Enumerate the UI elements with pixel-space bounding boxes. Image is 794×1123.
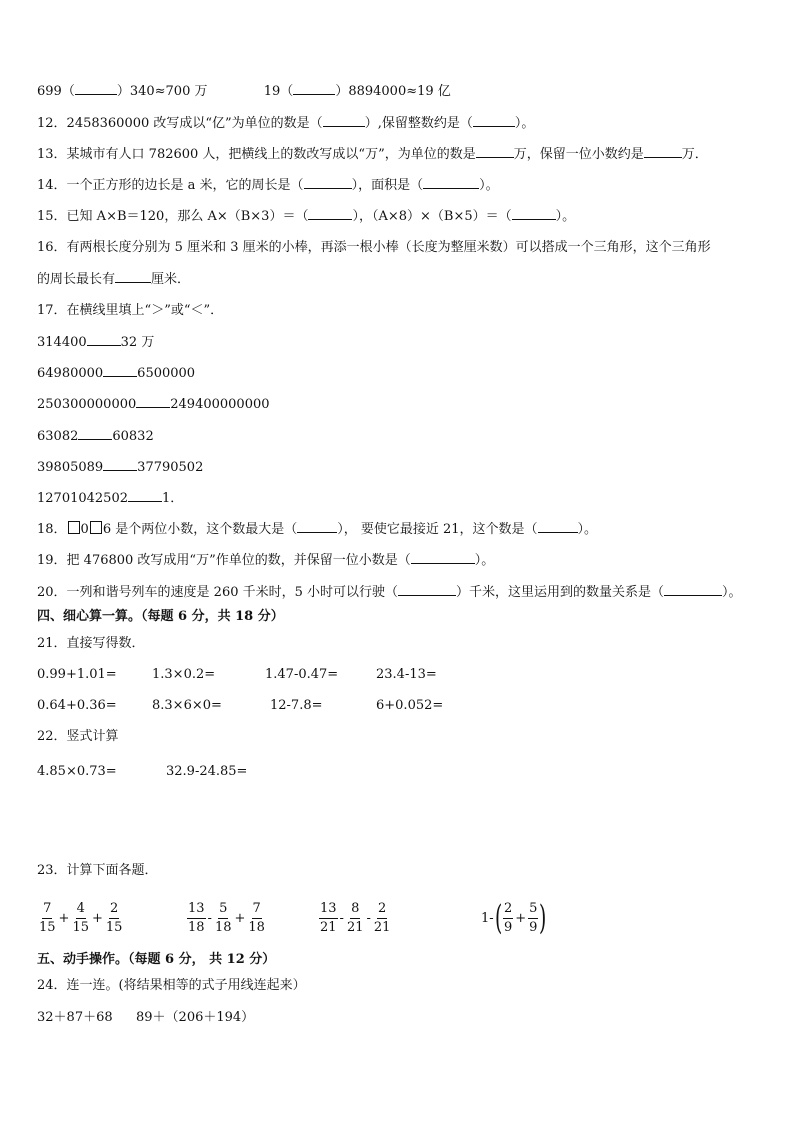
q18-text-3: ）。 <box>577 522 598 537</box>
q18-text: 6 是个两位小数，这个数最大是（ <box>102 522 298 537</box>
question-23-title <box>37 862 158 880</box>
q16-blank[interactable] <box>115 270 151 283</box>
q18-digit-box-1[interactable] <box>68 521 80 534</box>
q17-left-value: 12701042502 <box>37 491 128 506</box>
fraction: $\frac{5}{9}$ <box>529 900 538 935</box>
q11-part2-tail: ）8894000≈19 亿 <box>335 84 451 99</box>
q15-text-2: ），（A×8）×（B×5）＝（ <box>352 209 512 224</box>
q17-row <box>37 395 270 414</box>
q15-text-3: ）。 <box>555 209 576 224</box>
q17-right-value: 60832 <box>112 429 154 444</box>
operator: + <box>515 910 527 926</box>
q21-item: 23.4-13= <box>376 667 437 682</box>
q13-text: 13．某城市有人口 782600 人，把横线上的数改写成以“万”，为单位的数是 <box>37 147 476 162</box>
q17-right-value: 1． <box>161 491 184 506</box>
q14-blank-1[interactable] <box>304 176 352 189</box>
q19-blank[interactable] <box>411 551 475 564</box>
fraction: $\frac{13}{21}$ <box>320 900 337 935</box>
q11-line <box>37 82 451 101</box>
q11-part1-text: 699（ <box>37 84 75 99</box>
q14-blank-2[interactable] <box>423 176 479 189</box>
question-12 <box>37 114 534 133</box>
q14-text-3: ）。 <box>479 178 499 193</box>
q11-part2-text: 19（ <box>263 84 294 99</box>
section-4-title: 四、细心算一算。（每题 6 分，共 18 分） <box>37 609 284 624</box>
q18-blank-2[interactable] <box>538 520 578 533</box>
q16-text-3: 厘米． <box>151 272 191 287</box>
operator: + <box>234 910 246 926</box>
q20-text: 20．一列和谐号列车的速度是 260 千米时，5 小时可以行驶（ <box>37 585 399 600</box>
question-19 <box>37 551 494 570</box>
q20-text-3: ）。 <box>722 585 742 600</box>
section-4-heading <box>37 608 284 626</box>
q17-left-value: 39805089 <box>37 460 104 475</box>
q24-title: 24．连一连。(将结果相等的式子用线连起来） <box>37 978 306 993</box>
q17-row <box>37 458 203 477</box>
q23-title: 23．计算下面各题． <box>37 863 158 878</box>
question-15 <box>37 207 575 226</box>
q15-text: 15．已知 A×B＝120，那么 A×（B×3）＝（ <box>37 209 309 224</box>
q23-expression-4 <box>480 898 547 938</box>
operator: - <box>207 910 212 926</box>
operator: 1- <box>481 910 494 926</box>
question-13 <box>37 145 708 164</box>
q12-text-2: ）,保留整数约是（ <box>364 116 473 131</box>
q17-row <box>37 427 154 446</box>
q22-item: 4.85×0.73= <box>37 764 117 779</box>
q16-text-2: 的周长最长有 <box>37 272 116 287</box>
q18-digit-box-2[interactable] <box>90 521 102 534</box>
q17-blank[interactable] <box>128 489 162 502</box>
q19-text-2: ）。 <box>474 553 495 568</box>
q18-blank-1[interactable] <box>297 520 337 533</box>
q20-blank-1[interactable] <box>398 583 456 596</box>
fraction: $\frac{7}{15}$ <box>39 900 56 935</box>
question-16-line-1 <box>37 239 711 257</box>
q17-left-value: 64980000 <box>37 366 104 381</box>
q11-blank-2[interactable] <box>293 82 335 95</box>
q17-blank[interactable] <box>78 427 112 440</box>
q21-item: 6+0.052= <box>376 698 444 713</box>
q18-text-2: ）， 要使它最接近 21，这个数是（ <box>337 522 538 537</box>
q13-text-3: 万． <box>681 147 708 162</box>
fraction: $\frac{8}{21}$ <box>346 900 364 935</box>
q17-right-value: 249400000000 <box>170 397 270 412</box>
q23-expression-2 <box>186 898 267 938</box>
q13-text-2: 万，保留一位小数约是 <box>513 147 644 162</box>
fraction: $\frac{2}{21}$ <box>373 900 391 935</box>
q22-item: 32.9-24.85= <box>166 764 248 779</box>
q17-right-value: 6500000 <box>137 366 196 381</box>
q17-left-value: 250300000000 <box>37 397 137 412</box>
operator: - <box>366 910 371 926</box>
q17-blank[interactable] <box>136 395 170 408</box>
q19-text: 19．把 476800 改写成用“万”作单位的数，并保留一位小数是（ <box>37 553 411 568</box>
q17-row <box>37 489 183 508</box>
fraction: $\frac{4}{15}$ <box>72 900 89 935</box>
q14-text: 14．一个正方形的边长是 a 米，它的周长是（ <box>37 178 304 193</box>
question-24-title <box>37 977 306 995</box>
fraction: $\frac{7}{18}$ <box>248 900 265 935</box>
q23-expression-1 <box>37 898 124 938</box>
fraction: $\frac{2}{15}$ <box>105 900 123 935</box>
q24-right-expression[interactable]: 89＋（206＋194） <box>136 1010 255 1025</box>
q12-blank-2[interactable] <box>473 114 515 127</box>
q16-text: 16．有两根长度分别为 5 厘米和 3 厘米的小棒，再添一根小棒（长度为整厘米数）可以搭成一个三角形，这个三角形 <box>37 240 711 255</box>
q11-blank-1[interactable] <box>75 82 117 95</box>
q17-right-value: 32 万 <box>120 335 155 350</box>
q22-title: 22．竖式计算 <box>37 729 119 744</box>
q21-item: 0.64+0.36= <box>37 698 117 713</box>
q11-part1-tail: ）340≈700 万 <box>116 84 208 99</box>
q21-item: 1.3×0.2= <box>152 667 216 682</box>
left-paren: ( <box>494 898 502 938</box>
fraction: $\frac{2}{9}$ <box>503 900 513 935</box>
question-21-title <box>37 635 145 653</box>
question-17-title <box>37 302 223 320</box>
q18-number: 18． <box>37 522 67 537</box>
q17-blank[interactable] <box>103 458 137 471</box>
fraction: $\frac{5}{18}$ <box>214 900 232 935</box>
q13-blank-2[interactable] <box>644 145 682 158</box>
q21-item: 12-7.8= <box>270 698 323 713</box>
question-20 <box>37 583 742 602</box>
q21-item: 8.3×6×0= <box>152 698 222 713</box>
section-5-title: 五、动手操作。（每题 6 分， 共 12 分） <box>37 952 276 967</box>
fraction: $\frac{13}{18}$ <box>188 900 205 935</box>
q17-title: 17．在横线里填上“＞”或“＜”． <box>37 303 224 318</box>
q23-expression-3 <box>318 898 392 938</box>
q17-row <box>37 333 154 352</box>
q12-text-3: ）。 <box>514 116 535 131</box>
q20-text-2: ）千米，这里运用到的数量关系是（ <box>456 585 665 600</box>
question-16-line-2 <box>37 270 190 289</box>
q21-title: 21．直接写得数． <box>37 636 145 651</box>
q17-left-value: 63082 <box>37 429 79 444</box>
operator: - <box>339 910 344 926</box>
operator: + <box>92 910 103 926</box>
q12-blank-1[interactable] <box>323 114 365 127</box>
q17-right-value: 37790502 <box>137 460 204 475</box>
section-5-heading <box>37 951 275 969</box>
q17-row <box>37 364 195 383</box>
question-14 <box>37 176 499 195</box>
operator: + <box>58 910 70 926</box>
q17-blank[interactable] <box>103 364 137 377</box>
q17-blank[interactable] <box>87 333 121 346</box>
q15-blank-1[interactable] <box>308 207 352 220</box>
q20-blank-2[interactable] <box>664 583 722 596</box>
q21-item: 1.47-0.47= <box>265 667 339 682</box>
q18-digit: 0 <box>80 522 89 537</box>
right-paren: ) <box>539 898 547 938</box>
q15-blank-2[interactable] <box>512 207 556 220</box>
question-22-title <box>37 728 119 746</box>
q14-text-2: ），面积是（ <box>351 178 424 193</box>
q21-item: 0.99+1.01= <box>37 667 117 682</box>
q12-text: 12．2458360000 改写成以“亿”为单位的数是（ <box>37 116 323 131</box>
question-18 <box>37 520 597 539</box>
q13-blank-1[interactable] <box>476 145 514 158</box>
q24-left-expression[interactable]: 32＋87＋68 <box>37 1010 113 1025</box>
q17-left-value: 314400 <box>37 335 87 350</box>
